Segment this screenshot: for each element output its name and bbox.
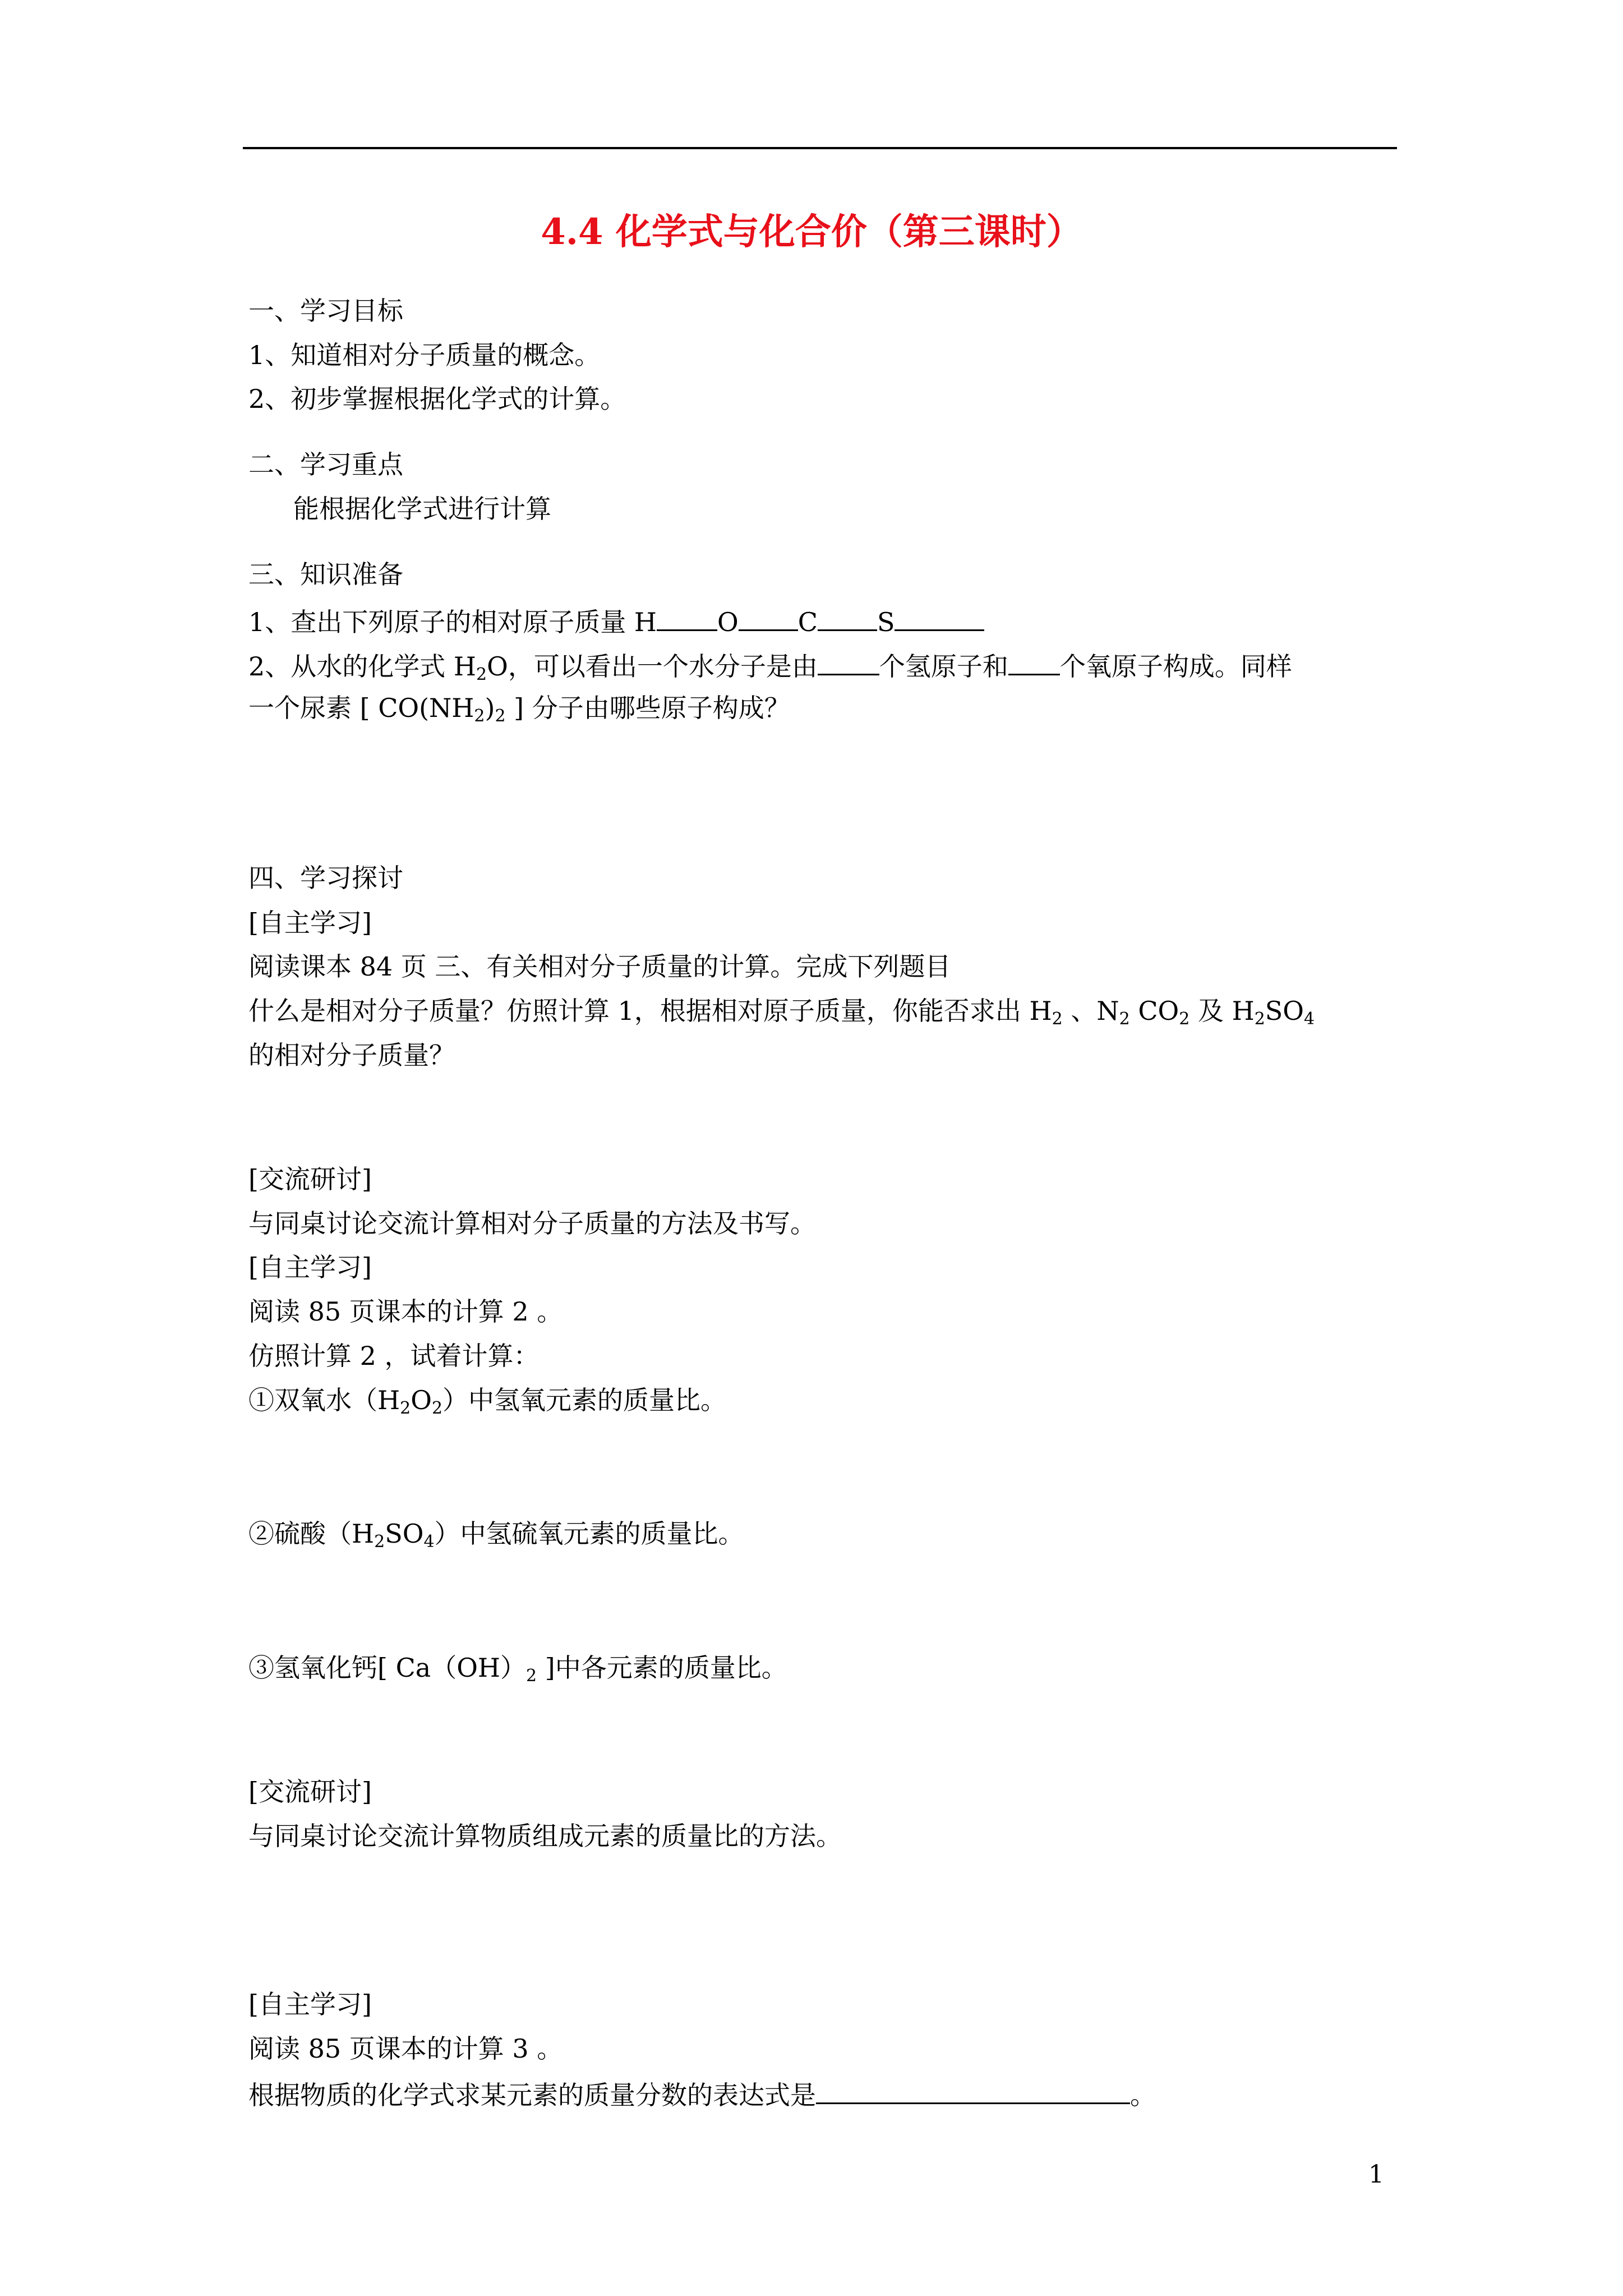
- answer-blank-c[interactable]: [818, 607, 877, 631]
- document-title: 4.4 化学式与化合价（第三课时）: [541, 211, 1082, 253]
- subscript: 2: [1119, 1009, 1130, 1029]
- exercise-h2o2: [248, 1385, 727, 1418]
- exchange-instruction-1: 与同桌讨论交流计算相对分子质量的方法及书写。: [248, 1208, 816, 1239]
- section-heading-exploration: 四、学习探讨: [248, 863, 403, 893]
- reading-instruction-p84: 阅读课本 84 页 三、有关相对分子质量的计算。完成下列题目: [248, 951, 951, 982]
- answer-blank-oxygen-count[interactable]: [1008, 651, 1060, 675]
- question-text: 一个尿素 [ CO(NH: [248, 693, 474, 723]
- subscript: 2: [400, 1398, 411, 1418]
- section-heading-objectives: 一、学习目标: [248, 296, 403, 326]
- question-text: 、N: [1062, 996, 1119, 1026]
- subscript: 2: [431, 1398, 443, 1418]
- question-text: SO: [385, 1519, 424, 1549]
- section-heading-preparation: 三、知识准备: [248, 559, 403, 590]
- exercise-h2so4: [248, 1519, 744, 1552]
- question-text: ）中氢氧元素的质量比。: [442, 1385, 727, 1415]
- preparation-question-2-continued: [248, 693, 790, 726]
- answer-blank-mass-fraction[interactable]: [816, 2080, 1130, 2104]
- question-text: O，可以看出一个水分子是由: [487, 651, 818, 682]
- tag-self-study: [自主学习]: [248, 908, 372, 938]
- question-text: O: [411, 1385, 432, 1415]
- question-text: ]中各元素的质量比。: [537, 1653, 787, 1683]
- page-number: 1: [1368, 2160, 1384, 2189]
- answer-blank-o[interactable]: [739, 607, 798, 631]
- tag-exchange: [交流研讨]: [248, 1777, 372, 1807]
- reading-instruction-calc2: 阅读 85 页课本的计算 2 。: [248, 1296, 563, 1327]
- subscript: 2: [1254, 1009, 1265, 1029]
- question-text: 1、查出下列原子的相对原子质量 H: [248, 607, 657, 637]
- subscript: 4: [423, 1532, 435, 1552]
- question-text: CO: [1129, 996, 1179, 1026]
- answer-blank-h[interactable]: [657, 607, 717, 631]
- question-text: 什么是相对分子质量？仿照计算 1，根据相对原子质量，你能否求出 H: [248, 996, 1052, 1026]
- section-heading-key-points: 二、学习重点: [248, 449, 403, 480]
- question-text: 个氢原子和: [879, 651, 1008, 682]
- tag-self-study: [自主学习]: [248, 1252, 372, 1282]
- exchange-instruction-2: 与同桌讨论交流计算物质组成元素的质量比的方法。: [248, 1821, 842, 1851]
- subscript: 2: [526, 1666, 537, 1686]
- question-text: 2、从水的化学式 H: [248, 651, 477, 682]
- question-text: ①双氧水（H: [248, 1385, 400, 1415]
- element-label-c: C: [797, 607, 818, 637]
- question-text: 。: [1130, 2080, 1156, 2110]
- objective-item-2: 2、初步掌握根据化学式的计算。: [248, 384, 626, 414]
- question-text: ）中氢硫氧元素的质量比。: [434, 1519, 744, 1549]
- key-point-text: 能根据化学式进行计算: [293, 494, 551, 524]
- mass-fraction-question: [248, 2080, 1156, 2108]
- preparation-question-1: [248, 607, 984, 635]
- question-text: ③氢氧化钙[ Ca（OH）: [248, 1653, 527, 1683]
- element-label-o: O: [717, 607, 739, 637]
- question-text: ] 分子由哪些原子构成？: [505, 693, 790, 723]
- objective-item-1: 1、知道相对分子质量的概念。: [248, 340, 601, 370]
- subscript: 2: [495, 706, 506, 726]
- question-text: 及 H: [1189, 996, 1255, 1026]
- subscript: 2: [374, 1532, 385, 1552]
- question-text: 个氧原子构成。同样: [1059, 651, 1292, 682]
- question-text: 根据物质的化学式求某元素的质量分数的表达式是: [248, 2080, 816, 2110]
- element-label-s: S: [877, 607, 895, 637]
- reading-instruction-calc3: 阅读 85 页课本的计算 3 。: [248, 2033, 563, 2064]
- answer-blank-s[interactable]: [895, 607, 984, 631]
- imitate-instruction-calc2: 仿照计算 2 ，试着计算：: [248, 1341, 540, 1371]
- header-rule: [243, 147, 1397, 149]
- question-text: ②硫酸（H: [248, 1519, 375, 1549]
- tag-exchange: [交流研讨]: [248, 1164, 372, 1194]
- preparation-question-2: [248, 651, 1292, 684]
- subscript: 2: [476, 665, 487, 684]
- relative-molecular-mass-question: [248, 996, 1315, 1029]
- exercise-caoh2: [248, 1653, 787, 1686]
- tag-self-study: [自主学习]: [248, 1989, 372, 2019]
- relative-molecular-mass-question-continued: 的相对分子质量？: [248, 1040, 455, 1070]
- subscript: 2: [1052, 1009, 1063, 1029]
- subscript: 2: [474, 706, 485, 726]
- subscript: 4: [1304, 1009, 1315, 1029]
- question-text: ): [485, 693, 495, 723]
- subscript: 2: [1179, 1009, 1190, 1029]
- question-text: SO: [1265, 996, 1304, 1026]
- answer-blank-hydrogen-count[interactable]: [818, 651, 879, 675]
